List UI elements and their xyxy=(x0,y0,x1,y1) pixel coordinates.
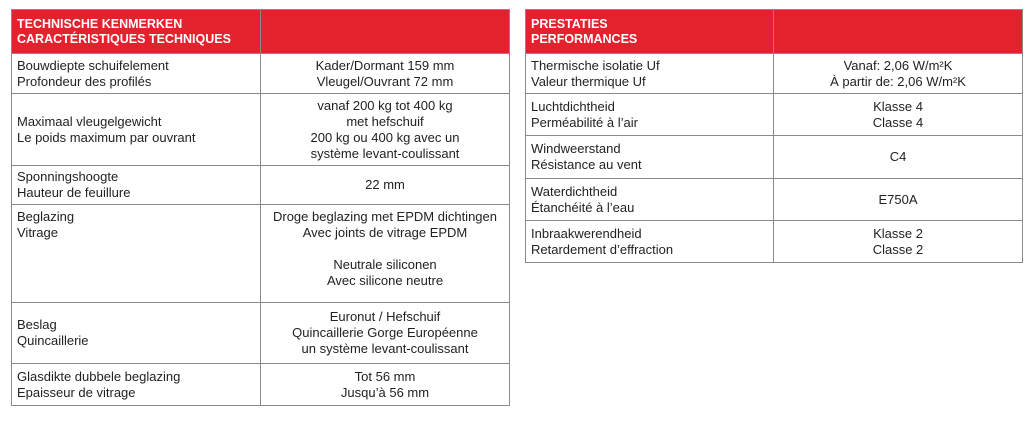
value-line: Quincaillerie Gorge Européenne xyxy=(292,325,478,340)
header-title-fr: PERFORMANCES xyxy=(531,31,638,46)
value-line: E750A xyxy=(878,191,918,207)
label-nl: Waterdichtheid xyxy=(531,183,618,199)
value-line: Vanaf: 2,06 W/m²K xyxy=(843,57,953,73)
row-value xyxy=(774,94,1023,136)
row-label xyxy=(12,166,261,205)
table-row xyxy=(526,179,1023,221)
row-label xyxy=(12,205,261,303)
technical-specs-table xyxy=(11,9,510,406)
row-label xyxy=(526,179,774,221)
table-row xyxy=(12,303,510,364)
row-value xyxy=(774,54,1023,94)
header-title-nl: PRESTATIES xyxy=(531,16,608,31)
table-header-title xyxy=(526,10,774,54)
label-nl: Windweerstand xyxy=(531,141,621,156)
table-row xyxy=(526,94,1023,136)
label-fr: Vitrage xyxy=(17,225,58,240)
row-value xyxy=(774,136,1023,179)
label-fr: Perméabilité à l’air xyxy=(531,114,638,130)
row-value xyxy=(261,205,510,303)
row-label xyxy=(526,221,774,263)
value-line: Vleugel/Ouvrant 72 mm xyxy=(316,73,454,89)
label-fr: Profondeur des profilés xyxy=(17,73,152,89)
row-value xyxy=(261,94,510,166)
row-label xyxy=(12,54,261,94)
row-value xyxy=(261,303,510,364)
value-line: 22 mm xyxy=(365,177,405,192)
row-value xyxy=(261,364,510,406)
table-header-row xyxy=(526,10,1023,54)
value-line: met hefschuif xyxy=(346,113,424,129)
label-fr: Quincaillerie xyxy=(17,333,89,348)
row-value xyxy=(261,54,510,94)
table-row xyxy=(526,136,1023,179)
value-line: Klasse 2 xyxy=(873,225,923,241)
row-label xyxy=(12,303,261,364)
performance-table xyxy=(525,9,1023,263)
value-line: vanaf 200 kg tot 400 kg xyxy=(317,97,453,113)
row-value xyxy=(774,221,1023,263)
value-line: Droge beglazing met EPDM dichtingen xyxy=(272,209,497,224)
row-label xyxy=(526,136,774,179)
row-label xyxy=(12,94,261,166)
table-row xyxy=(526,221,1023,263)
label-fr: Le poids maximum par ouvrant xyxy=(17,129,196,145)
label-nl: Inbraakwerendheid xyxy=(531,225,642,241)
label-fr: Valeur thermique Uf xyxy=(531,73,646,89)
row-label xyxy=(12,364,261,406)
value-line: système levant-coulissant xyxy=(310,145,460,161)
table-row xyxy=(526,54,1023,94)
header-title-fr: CARACTÉRISTIQUES TECHNIQUES xyxy=(17,31,231,46)
table-row xyxy=(12,166,510,205)
table-row xyxy=(12,205,510,303)
value-line: À partir de: 2,06 W/m²K xyxy=(830,73,966,89)
value-line: Tot 56 mm xyxy=(354,368,416,384)
label-nl: Beslag xyxy=(17,317,57,332)
table-row xyxy=(12,54,510,94)
header-title-nl: TECHNISCHE KENMERKEN xyxy=(17,16,183,31)
value-line: Jusqu’à 56 mm xyxy=(340,384,430,400)
value-line: Euronut / Hefschuif xyxy=(329,309,441,324)
table-header-row xyxy=(12,10,510,54)
label-fr: Epaisseur de vitrage xyxy=(17,384,136,400)
table-row xyxy=(12,94,510,166)
value-spacer xyxy=(261,241,509,257)
value-line: Classe 2 xyxy=(872,241,924,257)
label-nl: Thermische isolatie Uf xyxy=(531,57,660,73)
label-nl: Sponningshoogte xyxy=(17,169,119,184)
table-header-blank xyxy=(774,10,1023,54)
table-header-title xyxy=(12,10,261,54)
label-nl: Beglazing xyxy=(17,209,75,224)
row-value xyxy=(774,179,1023,221)
row-label xyxy=(526,54,774,94)
value-line: Avec joints de vitrage EPDM xyxy=(302,225,468,240)
value-line: Klasse 4 xyxy=(873,98,923,114)
table-row xyxy=(12,364,510,406)
label-fr: Résistance au vent xyxy=(531,157,642,172)
label-fr: Étanchéité à l’eau xyxy=(531,199,635,215)
label-nl: Luchtdichtheid xyxy=(531,98,615,114)
label-nl: Bouwdiepte schuifelement xyxy=(17,57,169,73)
label-nl: Maximaal vleugelgewicht xyxy=(17,113,162,129)
value-line: Classe 4 xyxy=(872,114,924,130)
value-line: Avec silicone neutre xyxy=(326,273,444,288)
value-line: Kader/Dormant 159 mm xyxy=(315,57,455,73)
label-fr: Hauteur de feuillure xyxy=(17,185,131,200)
table-header-blank xyxy=(261,10,510,54)
row-label xyxy=(526,94,774,136)
value-line: un système levant-coulissant xyxy=(301,341,469,356)
value-line: C4 xyxy=(889,149,907,164)
value-line: 200 kg ou 400 kg avec un xyxy=(310,129,460,145)
label-fr: Retardement d’effraction xyxy=(531,241,674,257)
label-nl: Glasdikte dubbele beglazing xyxy=(17,368,181,384)
value-line: Neutrale siliconen xyxy=(333,257,437,272)
row-value xyxy=(261,166,510,205)
